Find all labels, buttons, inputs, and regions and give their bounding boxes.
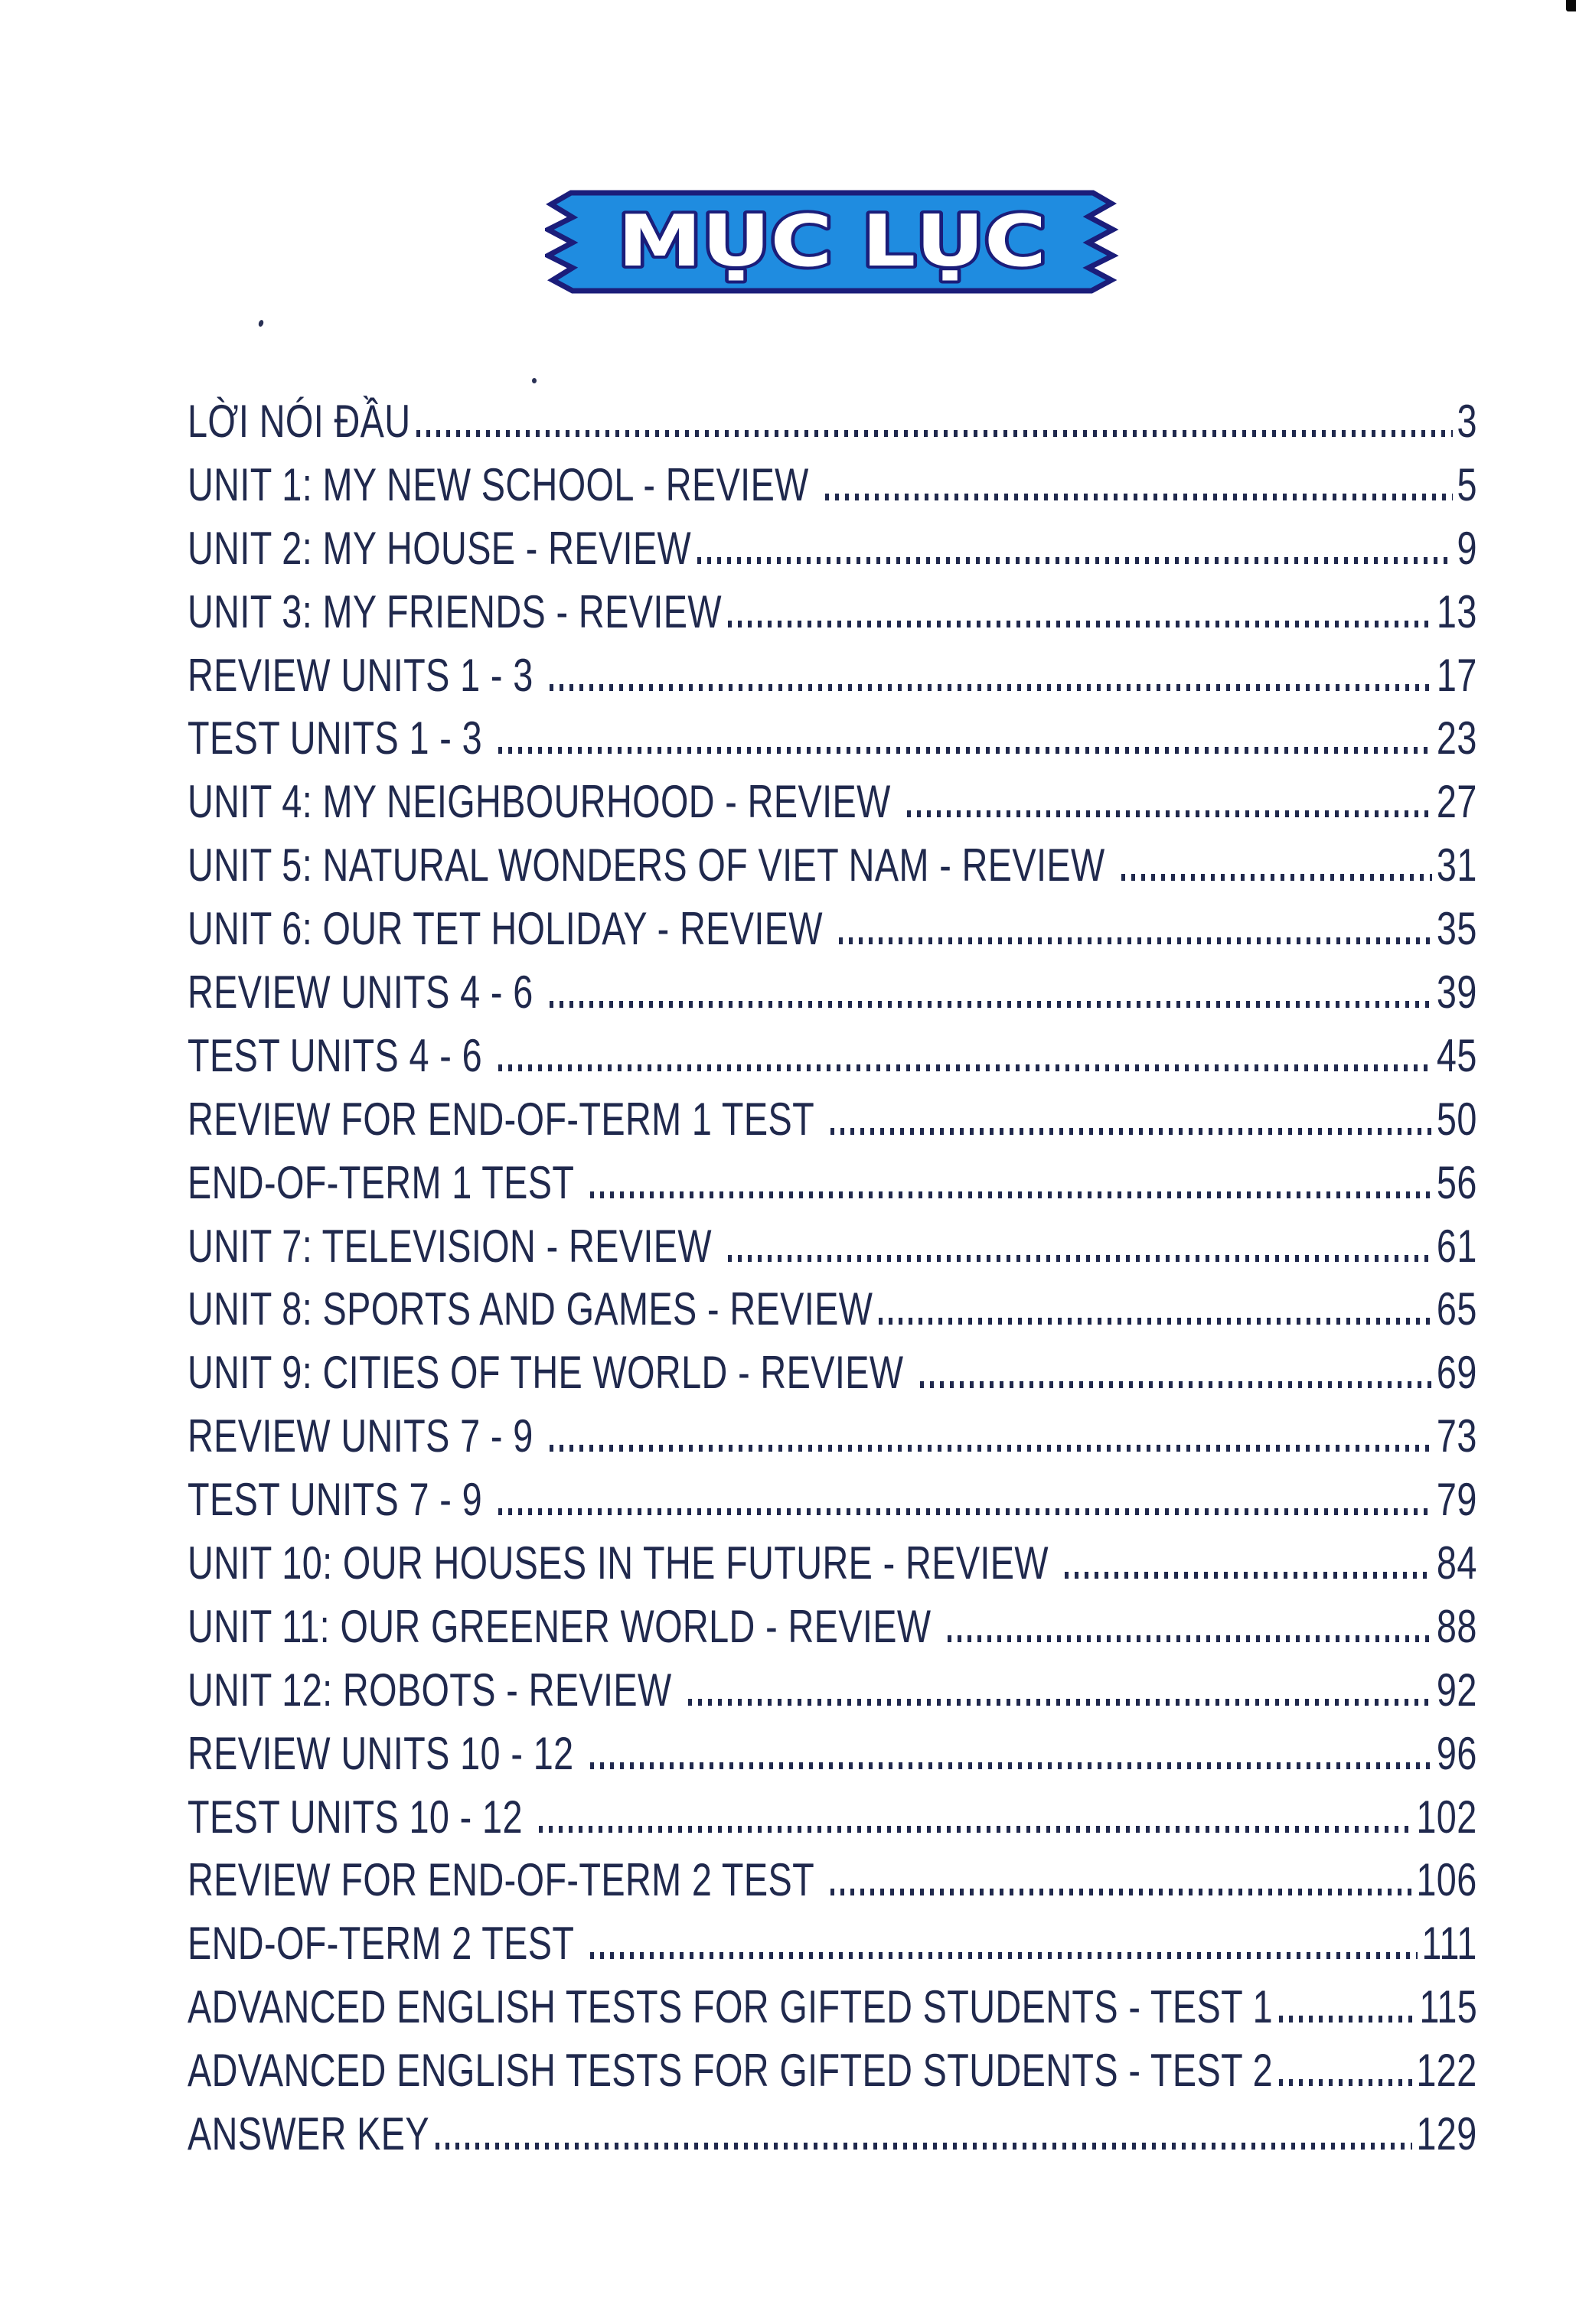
toc-entry-label: REVIEW UNITS 10 - 12: [188, 1727, 584, 1779]
dot-leader: [1279, 2079, 1412, 2086]
scan-speck: [532, 378, 537, 383]
toc-row: [188, 961, 1477, 1025]
dot-leader: [728, 1255, 1432, 1262]
toc-row: [188, 1659, 1477, 1723]
page-corner-mark: [1566, 0, 1576, 11]
toc-row: [188, 1723, 1477, 1786]
toc-entry-label: TEST UNITS 7 - 9: [188, 1474, 493, 1526]
dot-leader: [498, 1508, 1432, 1515]
toc-page-number: 88: [1437, 1600, 1477, 1652]
toc-row: [188, 1912, 1477, 1976]
toc-page-number: 39: [1437, 966, 1477, 1019]
toc-page-number: 111: [1421, 1918, 1477, 1970]
dot-leader: [498, 1064, 1432, 1071]
toc-entry-label: REVIEW FOR END-OF-TERM 1 TEST: [188, 1093, 824, 1145]
dot-leader: [697, 557, 1453, 564]
dot-leader: [907, 810, 1432, 817]
dot-leader: [879, 1318, 1432, 1325]
toc-entry-label: UNIT 6: OUR TET HOLIDAY - REVIEW: [188, 903, 834, 955]
toc-page-number: 61: [1437, 1220, 1477, 1272]
toc-page-number: 35: [1437, 903, 1477, 955]
toc-page-number: 45: [1437, 1029, 1477, 1081]
toc-page-number: 31: [1437, 839, 1477, 891]
toc-page-number: 84: [1437, 1537, 1477, 1589]
dot-leader: [825, 494, 1452, 500]
toc-row: [188, 390, 1477, 454]
toc-row: [188, 1152, 1477, 1215]
dot-leader: [590, 1952, 1418, 1959]
toc-row: [188, 517, 1477, 581]
dot-leader: [830, 1889, 1412, 1895]
toc-entry-label: UNIT 11: OUR GREENER WORLD - REVIEW: [188, 1600, 941, 1652]
toc-page-number: 17: [1437, 649, 1477, 701]
toc-entry-label: REVIEW UNITS 4 - 6: [188, 966, 544, 1019]
toc-entry-label: ADVANCED ENGLISH TESTS FOR GIFTED STUDENTS - TEST 1: [188, 1981, 1274, 2033]
dot-leader: [1279, 2016, 1414, 2022]
scan-speck: [258, 319, 265, 328]
dot-leader: [550, 1001, 1432, 1008]
toc-list: [188, 390, 1477, 2166]
dot-leader: [436, 2143, 1412, 2150]
toc-page-number: 3: [1457, 396, 1477, 447]
toc-row: [188, 2103, 1477, 2166]
toc-row: [188, 1088, 1477, 1152]
toc-row: [188, 644, 1477, 708]
toc-banner: [545, 188, 1119, 298]
dot-leader: [550, 1445, 1432, 1452]
toc-page-number: 102: [1416, 1791, 1477, 1843]
dot-leader: [590, 1191, 1432, 1198]
toc-row: [188, 454, 1477, 517]
dot-leader: [688, 1699, 1432, 1706]
banner-title: MỤC LỤC: [618, 200, 1046, 282]
toc-entry-label: LỜI NÓI ĐẦU: [188, 396, 411, 447]
toc-page-number: 27: [1437, 776, 1477, 828]
toc-page-number: 65: [1437, 1283, 1477, 1335]
toc-entry-label: UNIT 9: CITIES OF THE WORLD - REVIEW: [188, 1347, 914, 1399]
toc-entry-label: ADVANCED ENGLISH TESTS FOR GIFTED STUDENTS - TEST 2: [188, 2045, 1274, 2097]
dot-leader: [830, 1128, 1433, 1135]
toc-row: [188, 1215, 1477, 1279]
dot-leader: [948, 1635, 1432, 1642]
toc-entry-label: UNIT 12: ROBOTS - REVIEW: [188, 1664, 682, 1716]
toc-entry-label: UNIT 7: TELEVISION - REVIEW: [188, 1220, 723, 1272]
toc-row: [188, 581, 1477, 644]
toc-entry-label: REVIEW UNITS 7 - 9: [188, 1410, 544, 1462]
toc-row: [188, 707, 1477, 771]
toc-entry-label: UNIT 2: MY HOUSE - REVIEW: [188, 522, 692, 574]
toc-page-number: 73: [1437, 1410, 1477, 1462]
toc-row: [188, 898, 1477, 961]
dot-leader: [1065, 1572, 1432, 1579]
toc-entry-label: END-OF-TERM 1 TEST: [188, 1156, 584, 1208]
toc-row: [188, 771, 1477, 834]
toc-row: [188, 1596, 1477, 1659]
toc-row: [188, 1405, 1477, 1468]
toc-entry-label: UNIT 10: OUR HOUSES IN THE FUTURE - REVIEW: [188, 1537, 1059, 1589]
toc-page-number: 106: [1416, 1854, 1477, 1906]
toc-page-number: 13: [1437, 585, 1477, 637]
toc-row: [188, 1532, 1477, 1596]
toc-entry-label: UNIT 4: MY NEIGHBOURHOOD - REVIEW: [188, 776, 902, 828]
toc-entry-label: UNIT 1: MY NEW SCHOOL - REVIEW: [188, 458, 820, 510]
toc-entry-label: ANSWER KEY: [188, 2108, 429, 2160]
toc-row: [188, 1341, 1477, 1405]
toc-entry-label: UNIT 8: SPORTS AND GAMES - REVIEW: [188, 1283, 873, 1335]
dot-leader: [1121, 874, 1432, 881]
toc-entry-label: REVIEW FOR END-OF-TERM 2 TEST: [188, 1854, 824, 1906]
toc-page-number: 92: [1437, 1664, 1477, 1716]
toc-entry-label: TEST UNITS 4 - 6: [188, 1029, 493, 1081]
dot-leader: [550, 684, 1432, 691]
toc-entry-label: UNIT 3: MY FRIENDS - REVIEW: [188, 585, 722, 637]
dot-leader: [920, 1381, 1432, 1388]
dot-leader: [839, 937, 1432, 944]
banner-ribbon: [545, 188, 1119, 298]
toc-row: [188, 1468, 1477, 1532]
toc-entry-label: TEST UNITS 10 - 12: [188, 1791, 533, 1843]
toc-page-number: 115: [1419, 1981, 1477, 2033]
toc-page-number: 129: [1416, 2108, 1477, 2160]
toc-page-number: 79: [1437, 1474, 1477, 1526]
toc-page-number: 23: [1437, 712, 1477, 764]
toc-page-number: 9: [1457, 522, 1477, 574]
toc-entry-label: TEST UNITS 1 - 3: [188, 712, 493, 764]
toc-entry-label: REVIEW UNITS 1 - 3: [188, 649, 544, 701]
toc-row: [188, 1849, 1477, 1912]
toc-page-number: 69: [1437, 1347, 1477, 1399]
toc-entry-label: END-OF-TERM 2 TEST: [188, 1918, 584, 1970]
toc-row: [188, 2039, 1477, 2103]
toc-row: [188, 1786, 1477, 1850]
toc-row: [188, 1976, 1477, 2039]
toc-page-number: 50: [1437, 1093, 1477, 1145]
toc-row: [188, 834, 1477, 898]
dot-leader: [728, 621, 1432, 627]
dot-leader: [416, 430, 1452, 437]
toc-page-number: 96: [1437, 1727, 1477, 1779]
dot-leader: [539, 1826, 1412, 1833]
toc-entry-label: UNIT 5: NATURAL WONDERS OF VIET NAM - REVIEW: [188, 839, 1115, 891]
dot-leader: [498, 747, 1432, 754]
toc-page-number: 56: [1437, 1156, 1477, 1208]
toc-row: [188, 1278, 1477, 1341]
dot-leader: [590, 1762, 1432, 1769]
toc-row: [188, 1025, 1477, 1088]
toc-page-number: 122: [1416, 2045, 1477, 2097]
toc-page-number: 5: [1457, 458, 1477, 510]
